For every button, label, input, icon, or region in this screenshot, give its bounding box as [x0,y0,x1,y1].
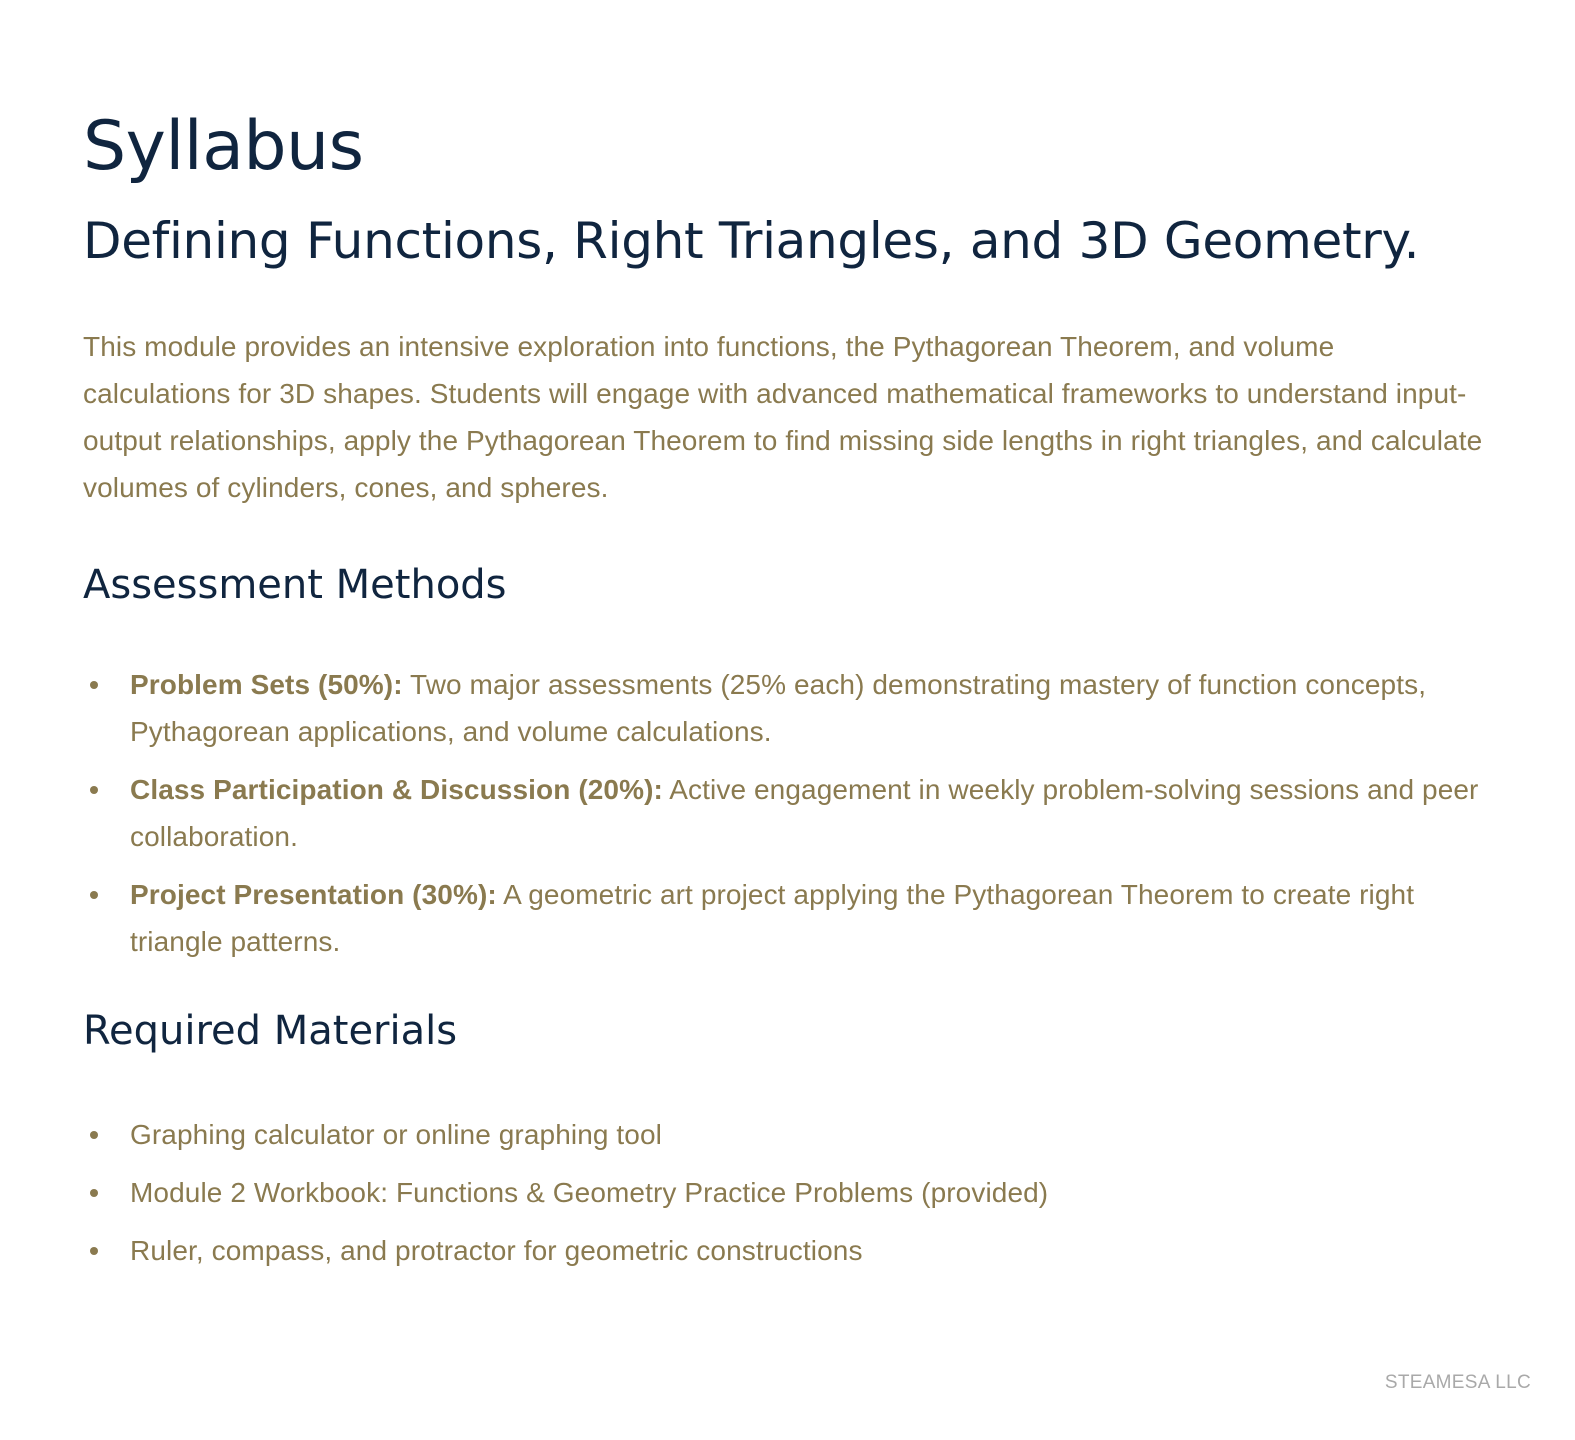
syllabus-page [83,105,1493,1285]
assessment-item-text: A geometric art project applying the Pythagorean Theorem to create right triangle patterns. [130,879,1415,957]
page-title: Syllabus [83,107,364,186]
assessment-item-text: Active engagement in weekly problem-solving sessions and peer collaboration. [130,774,1479,852]
assessment-heading: Assessment Methods [83,562,507,608]
assessment-item-participation [83,766,1493,860]
assessment-item-project [83,871,1493,965]
assessment-item-lead: Project Presentation (30%): [130,879,497,910]
assessment-item-problem-sets [83,661,1493,755]
assessment-item-text: Two major assessments (25% each) demonstrating mastery of function concepts, Pythagorean applications, and volume calculations. [130,669,1427,747]
materials-item: Module 2 Workbook: Functions & Geometry Practice Problems (provided) [83,1169,1493,1216]
materials-item: Ruler, compass, and protractor for geometric constructions [83,1227,1493,1274]
assessment-list [83,661,1493,965]
materials-item: Graphing calculator or online graphing tool [83,1111,1493,1158]
materials-heading: Required Materials [83,1008,458,1054]
page-subtitle: Defining Functions, Right Triangles, and 3D Geometry. [83,212,1420,270]
footer-company: STEAMESA LLC [1384,1372,1531,1393]
materials-list [83,1111,1493,1274]
assessment-item-lead: Class Participation & Discussion (20%): [130,774,663,805]
intro-paragraph: This module provides an intensive exploration into functions, the Pythagorean Theorem, and volume calculations for 3D shapes. Students will engage with advanced mathematical frameworks to understand input-output relationships, apply the Pythagorean Theorem to find missing side lengths in right triangles, and calculate volumes of cylinders, cones, and spheres. [83,331,1483,503]
assessment-item-lead: Problem Sets (50%): [130,669,403,700]
